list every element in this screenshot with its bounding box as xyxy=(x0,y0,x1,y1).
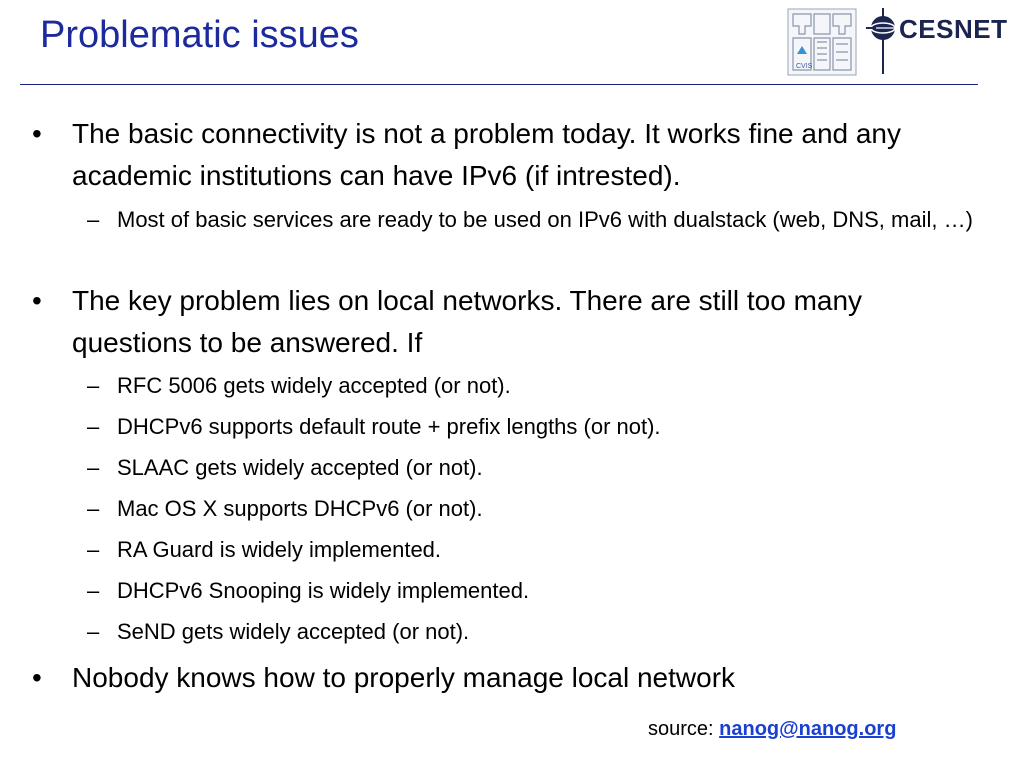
dash-marker: – xyxy=(87,578,100,603)
svg-text:CVIS: CVIS xyxy=(796,63,813,70)
sub-bullet-text: SLAAC gets widely accepted (or not). xyxy=(117,455,483,480)
bullet-item xyxy=(32,113,972,197)
sub-bullet-text: SeND gets widely accepted (or not). xyxy=(117,619,470,644)
bullet-item xyxy=(32,657,972,699)
slide-title: Problematic issues xyxy=(40,14,359,56)
sub-bullet-text: Most of basic services are ready to be used on IPv6 with dualstack (web, DNS, mail, …) xyxy=(117,207,973,232)
bullet-marker: • xyxy=(32,118,42,149)
dash-marker: – xyxy=(87,207,100,232)
dash-marker: – xyxy=(87,414,100,439)
sub-bullet-item xyxy=(87,203,977,237)
dash-marker: – xyxy=(87,537,100,562)
bullet-text: The basic connectivity is not a problem today. It works fine and any academic institutions can have IPv6 (if intrested). xyxy=(72,118,902,191)
sub-bullet-item xyxy=(87,533,977,567)
sub-bullet-text: RA Guard is widely implemented. xyxy=(117,537,442,562)
source-note xyxy=(648,718,896,741)
dash-marker: – xyxy=(87,619,100,644)
sub-bullet-item xyxy=(87,615,977,649)
dash-marker: – xyxy=(87,455,100,480)
cesnet-logo xyxy=(862,6,1020,76)
sub-bullet-item xyxy=(87,369,977,403)
title-divider xyxy=(20,84,978,85)
sub-bullet-text: DHCPv6 supports default route + prefix lengths (or not). xyxy=(117,414,661,439)
cesnet-wordmark: CESNET xyxy=(899,14,1008,44)
bullet-marker: • xyxy=(32,285,42,316)
sub-bullet-text: Mac OS X supports DHCPv6 (or not). xyxy=(117,496,483,521)
sub-bullet-item xyxy=(87,574,977,608)
sub-bullet-text: RFC 5006 gets widely accepted (or not). xyxy=(117,373,511,398)
bullet-marker: • xyxy=(32,662,42,693)
cesnet-emblem-icon xyxy=(862,6,902,76)
bullet-text: Nobody knows how to properly manage local network xyxy=(72,662,736,693)
sub-bullet-item xyxy=(87,451,977,485)
dash-marker: – xyxy=(87,373,100,398)
sub-bullet-item xyxy=(87,410,977,444)
bullet-item xyxy=(32,280,972,364)
cvis-logo xyxy=(787,8,857,76)
sub-bullet-text: DHCPv6 Snooping is widely implemented. xyxy=(117,578,530,603)
source-link[interactable]: nanog@nanog.org xyxy=(719,718,897,740)
dash-marker: – xyxy=(87,496,100,521)
source-label: source: xyxy=(648,718,714,740)
bullet-text: The key problem lies on local networks. There are still too many questions to be answered. If xyxy=(72,285,863,358)
sub-bullet-item xyxy=(87,492,977,526)
